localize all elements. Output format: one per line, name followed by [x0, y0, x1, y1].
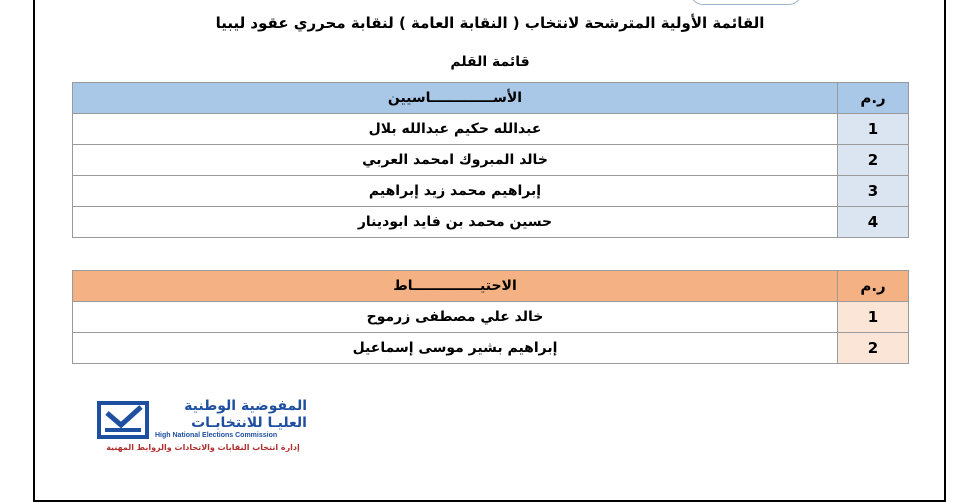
table-header-row	[73, 271, 909, 302]
hnec-logo	[97, 398, 309, 456]
top-tab-decoration	[690, 0, 802, 5]
candidate-name: عبدالله حكيم عبدالله بلال	[73, 114, 838, 145]
candidate-name: إبراهيم بشير موسى إسماعيل	[73, 333, 838, 364]
ballot-check-icon	[97, 401, 149, 439]
header-name: الاحتيــــــــــــــاط	[73, 271, 838, 302]
logo-department-name: إدارة انتخاب النقابات والاتحادات والروابط المهنية	[106, 443, 300, 452]
page-title: القائمة الأولية المترشحة لانتخاب ( النقابة العامة ) لنقابة محرري عقود ليبيا	[215, 14, 765, 32]
candidate-name: خالد المبروك امحمد العربي	[73, 145, 838, 176]
list-name: قائمة القلم	[450, 54, 530, 70]
table-row	[73, 176, 909, 207]
header-num: ر.م	[838, 83, 909, 114]
row-number: 2	[838, 145, 909, 176]
table-row	[73, 145, 909, 176]
table-row	[73, 333, 909, 364]
main-candidates-table	[72, 82, 909, 238]
logo-english-name: High National Elections Commission	[155, 432, 278, 439]
table-row	[73, 114, 909, 145]
header-name: الأســـــــــــــاسيين	[73, 83, 838, 114]
candidate-name: خالد علي مصطفى زرموح	[73, 302, 838, 333]
candidate-name: إبراهيم محمد زيد إبراهيم	[73, 176, 838, 207]
row-number: 3	[838, 176, 909, 207]
row-number: 1	[838, 114, 909, 145]
row-number: 1	[838, 302, 909, 333]
header-num: ر.م	[838, 271, 909, 302]
table-row	[73, 302, 909, 333]
row-number: 4	[838, 207, 909, 238]
logo-arabic-line-1: المفوضية الوطنية	[184, 398, 307, 414]
row-number: 2	[838, 333, 909, 364]
candidate-name: حسين محمد بن فايد ابودينار	[73, 207, 838, 238]
table-header-row	[73, 83, 909, 114]
reserve-candidates-table	[72, 270, 909, 364]
table-row	[73, 207, 909, 238]
logo-arabic-line-2: العليـا للانتخابـات	[191, 415, 307, 431]
